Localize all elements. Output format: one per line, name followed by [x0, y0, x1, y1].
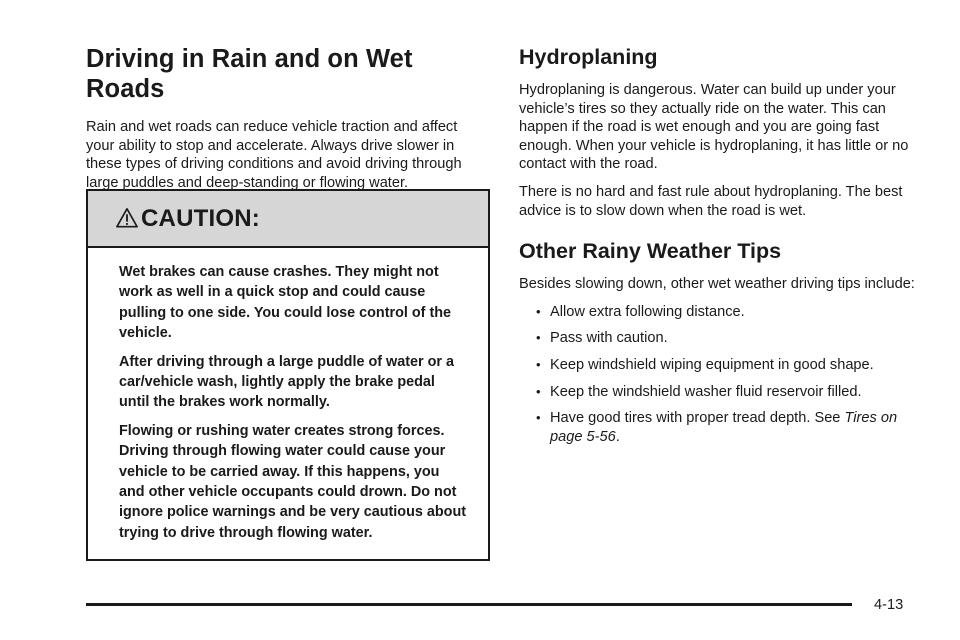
- bullet-icon: •: [536, 330, 541, 346]
- list-item: • Pass with caution.: [536, 330, 668, 347]
- list-item: • Keep the windshield washer fluid reservoir filled.: [536, 383, 862, 400]
- list-item: • Allow extra following distance.: [536, 303, 745, 320]
- right-column: [519, 44, 929, 454]
- page-number: 4-13: [874, 597, 904, 613]
- footer-rule: [86, 603, 852, 606]
- tips-list: [519, 303, 929, 447]
- hydroplaning-paragraph: There is no hard and fast rule about hydroplaning. The best advice is to slow down when the road is wet.: [519, 183, 903, 219]
- caution-paragraph: Flowing or rushing water creates strong forces. Driving through flowing water could cause your vehicle to be carried away. If this happens, you and other vehicle occupants could drown. Do not ignore police warnings and be very cautious about trying to drive through flowing water.: [119, 422, 467, 541]
- caution-paragraph: Wet brakes can cause crashes. They might not work as well in a quick stop and could cause pulling to one side. You could lose control of the vehicle.: [119, 264, 452, 342]
- caution-body: [88, 248, 488, 543]
- list-item: • Keep windshield wiping equipment in good shape.: [536, 356, 874, 373]
- hydroplaning-paragraph: Hydroplaning is dangerous. Water can build up under your vehicle’s tires so they actually ride on the water. This can happen if the road is wet enough and you are going fast enough. When your vehicle is hydroplaning, it has little or no contact with the road.: [519, 82, 909, 173]
- bullet-icon: •: [536, 383, 541, 399]
- rainy-tips-heading: Other Rainy Weather Tips: [519, 239, 782, 264]
- intro-paragraph: Rain and wet roads can reduce vehicle traction and affect your ability to stop and accelerate. Always drive slower in these types of driving conditions and avoid driving through large puddles and deep-standing or flowing water.: [86, 119, 462, 191]
- left-column: [86, 44, 488, 201]
- bullet-icon: •: [536, 303, 541, 319]
- warning-triangle-icon: [116, 207, 138, 229]
- caution-header: [88, 191, 488, 248]
- tips-intro: Besides slowing down, other wet weather driving tips include:: [519, 276, 915, 293]
- bullet-icon: •: [536, 356, 541, 372]
- bullet-icon: •: [536, 410, 541, 426]
- caution-box: [86, 189, 490, 561]
- section-title: Driving in Rain and on Wet Roads: [86, 45, 413, 103]
- caution-title: CAUTION:: [141, 204, 260, 232]
- list-item: • Have good tires with proper tread depth. See Tires on page 5-56.: [536, 410, 898, 445]
- tires-cross-reference[interactable]: Tires on page 5-56: [550, 410, 898, 445]
- hydroplaning-heading: Hydroplaning: [519, 45, 658, 69]
- caution-paragraph: After driving through a large puddle of water or a car/vehicle wash, lightly apply the brake pedal until the brakes work normally.: [119, 353, 455, 411]
